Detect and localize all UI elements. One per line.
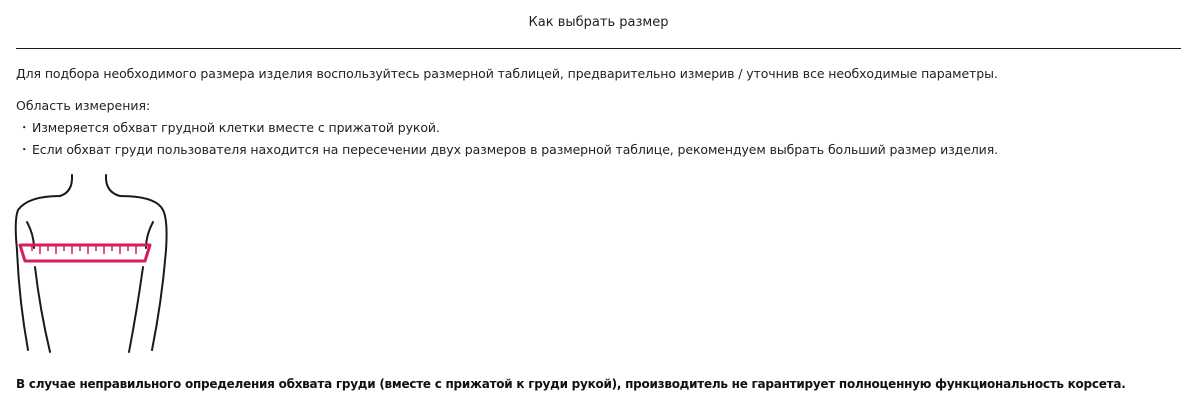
bullet-dot: ・ — [18, 120, 31, 135]
bullet-text: Если обхват груди пользователя находится на пересечении двух размеров в размерной таблице, рекомендуем выбрать больший размер изделия. — [32, 142, 998, 157]
bullet-dot: ・ — [18, 142, 31, 157]
chest-measurement-icon — [10, 170, 175, 360]
bullet-text: Измеряется обхват грудной клетки вместе с прижатой рукой. — [32, 120, 440, 135]
measurement-area-title: Область измерения: — [16, 98, 151, 113]
bullet-item — [18, 118, 440, 136]
warning-text: В случае неправильного определения обхвата груди (вместе с прижатой к груди рукой), производитель не гарантирует полноценную функциональность корсета. — [16, 377, 1126, 391]
modal-header — [16, 0, 1181, 49]
intro-text: Для подбора необходимого размера изделия воспользуйтесь размерной таблицей, предварительно измерив / уточнив все необходимые параметры. — [16, 66, 998, 81]
page-title: Как выбрать размер — [528, 15, 669, 30]
bullet-item — [18, 140, 998, 158]
